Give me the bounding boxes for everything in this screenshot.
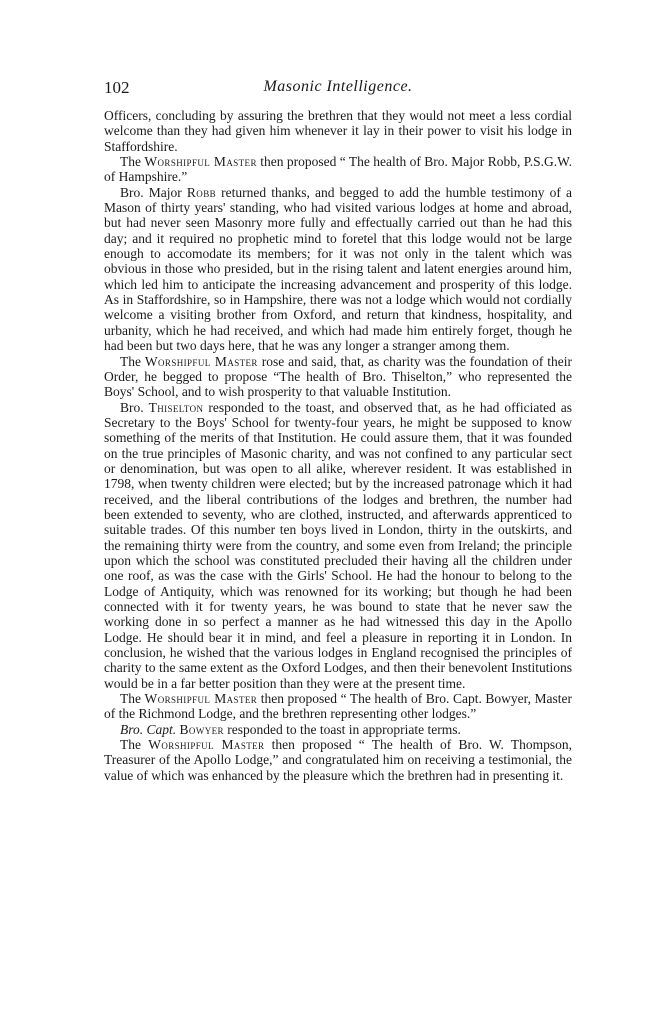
text-run: rose and said, that, as charity was the foundation of their Order, he begged to propose “The health of Bro. Thiselton,” who represented the Boys' School, and to wish prosperity to that valuable Institution.	[104, 353, 572, 400]
text-run: The	[120, 154, 145, 170]
page-header	[104, 78, 572, 102]
speaker-name: Thiselton	[148, 399, 204, 415]
text-run: then proposed “ The health of Bro. Capt. Bowyer, Master of the Richmond Lodge, and the brethren representing other lodges.”	[104, 691, 572, 722]
paragraph	[104, 154, 572, 185]
speaker-name: Worshipful Master	[144, 691, 258, 707]
body-text	[104, 108, 572, 783]
paragraph	[104, 185, 572, 354]
paragraph	[104, 354, 572, 400]
text-run: The	[120, 691, 145, 707]
text-run: then proposed “ The health of Bro. Major Robb, P.S.G.W. of Hampshire.”	[104, 154, 572, 185]
text-run: Bro. Major	[120, 184, 187, 200]
paragraph	[104, 108, 572, 154]
speaker-name: Worshipful Master	[144, 154, 257, 170]
speaker-name: Robb	[186, 184, 217, 200]
text-run: The	[120, 353, 145, 369]
text-run: The	[120, 737, 149, 753]
text-run: returned thanks, and begged to add the humble testimony of a Mason of thirty years' standing, who had visited various lodges at home and abroad, but had never seen Masonry more fully and effectually carried out than he had this day; and it required no prophetic mind to foretel that this lodge would not be large enough to accomodate its members; for it was not only in the talent which was obvious in those who presided, but in the rising talent and latent energies around him, which led him to anticipate the increasing advancement and prosperity of this lodge. As in Staffordshire, so in Hampshire, there was not a lodge which would not cordially welcome a visiting brother from Oxford, and return that kindness, hospitality, and urbanity, which he had received, and which had made him entirely forget, though he had been but two days here, that he was any longer a stranger among them.	[104, 184, 572, 354]
text-run: Officers, concluding by assuring the brethren that they would not meet a less cordial welcome than they had given him whenever it lay in their power to visit his lodge in Staffordshire.	[104, 108, 572, 154]
paragraph	[104, 737, 572, 783]
running-title: Masonic Intelligence.	[263, 78, 413, 95]
text-run: responded to the toast in appropriate terms.	[223, 721, 461, 737]
paragraph	[104, 400, 572, 692]
paragraph	[104, 722, 572, 737]
text-run: then proposed “ The health of Bro. W. Thompson, Treasurer of the Apollo Lodge,” and congratulated him on receiving a testimonial, the value of which was enhanced by the pleasure which the brethren had in presenting it.	[104, 737, 573, 783]
text-run: responded to the toast, and observed that, as he had officiated as Secretary to the Boys' School for twenty-four years, he might be supposed to know something of the merits of that Institution. He could assure them, that it was founded on the true principles of Masonic charity, and was not confined to any particular sect or denomination, but was open to all alike, wherever resident. It was established in 1798, when twenty children were elected; but by the increased patronage which it had received, and the liberal contributions of the lodges and brethren, the number had been extended to seventy, who are clothed, instructed, and afterwards apprenticed to suitable trades. Of this number ten boys lived in London, thirty in the outskirts, and the remaining thirty were from the country, and some even from Ireland; the principle upon which the school was constituted precluded their having all the children under one roof, as was the case with the Girls' School. He had the honour to belong to the Lodge of Antiquity, which was renowned for its working; but though he had been connected with it for twenty years, he was bound to state that he never saw the working done in so perfect a manner as he had witnessed this day in the Apollo Lodge. He should bear it in mind, and feel a pleasure in reporting it in London. In conclusion, he wished that the various lodges in England recognised the principles of charity to the same extent as the Oxford Lodges, and then their benevolent Institutions would be in a far better position than they were at the present time.	[104, 399, 572, 691]
page-number: 102	[104, 78, 130, 97]
speaker-name: Worshipful Master	[144, 353, 258, 369]
text-run: Bro.	[120, 399, 149, 415]
speaker-name: Worshipful Master	[148, 737, 265, 753]
paragraph	[104, 691, 572, 722]
speaker-name: Bowyer	[179, 721, 224, 737]
text-run: Bro. Capt.	[120, 721, 180, 737]
